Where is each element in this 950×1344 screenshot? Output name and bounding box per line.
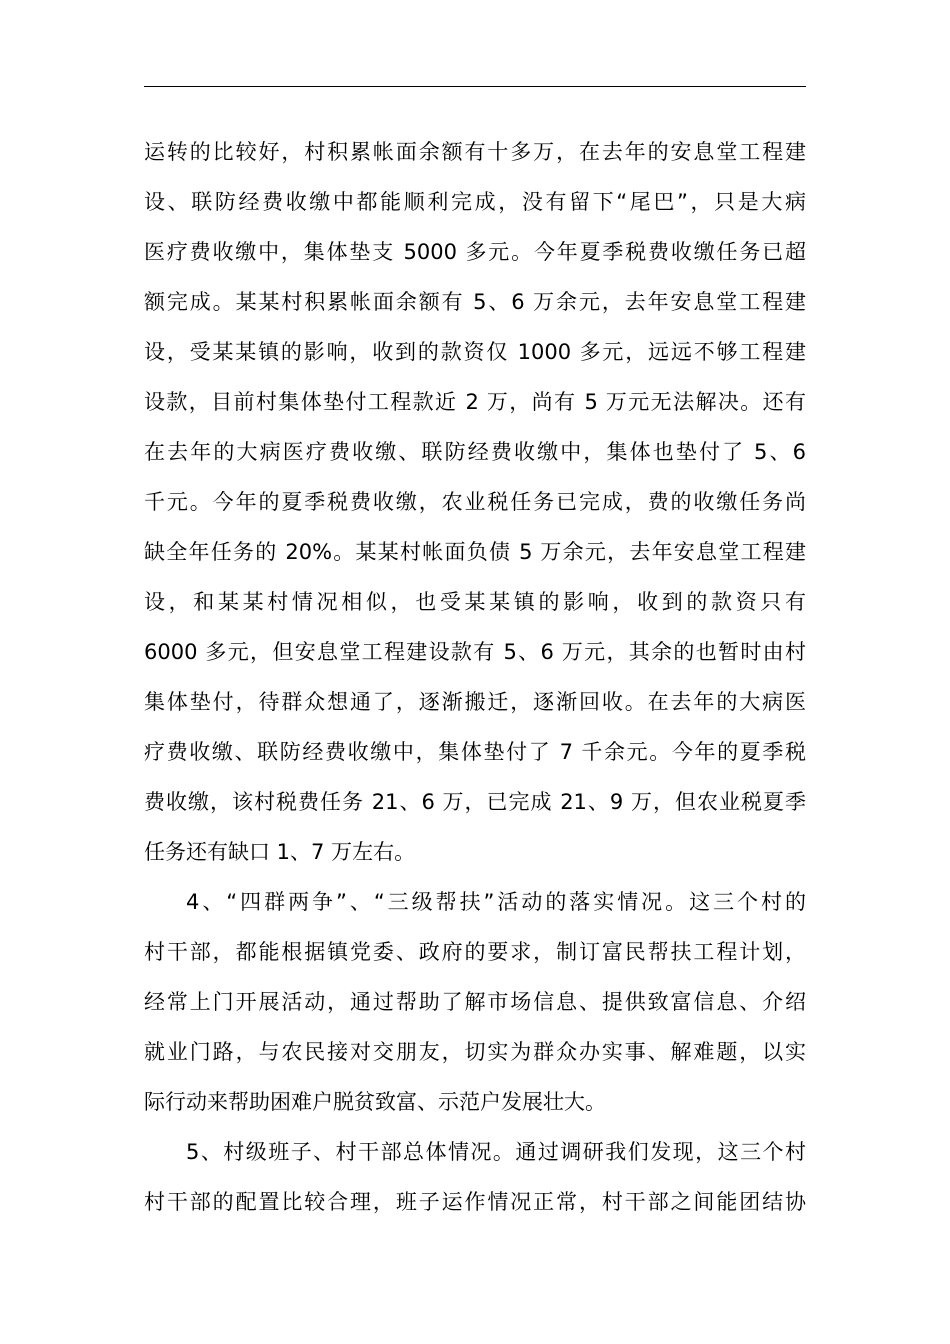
text-line: 设，受某某镇的影响，收到的款资仅 1000 多元，远远不够工程建 bbox=[144, 340, 806, 364]
paragraph-first-line: 4、“四群两争”、“三级帮扶”活动的落实情况。这三个村的 bbox=[186, 890, 806, 914]
header-rule bbox=[144, 86, 806, 87]
text-line: 村干部，都能根据镇党委、政府的要求，制订富民帮扶工程计划， bbox=[144, 940, 806, 964]
text-line: 设，和某某村情况相似，也受某某镇的影响，收到的款资只有 bbox=[144, 590, 806, 614]
text-line: 就业门路，与农民接对交朋友，切实为群众办实事、解难题，以实 bbox=[144, 1040, 806, 1064]
text-line: 经常上门开展活动，通过帮助了解市场信息、提供致富信息、介绍 bbox=[144, 990, 806, 1014]
text-line: 费收缴，该村税费任务 21、6 万，已完成 21、9 万，但农业税夏季 bbox=[144, 790, 806, 814]
text-line: 集体垫付，待群众想通了，逐渐搬迁，逐渐回收。在去年的大病医 bbox=[144, 690, 806, 714]
text-line: 疗费收缴、联防经费收缴中，集体垫付了 7 千余元。今年的夏季税 bbox=[144, 740, 806, 764]
text-line: 设、联防经费收缴中都能顺利完成，没有留下“尾巴”，只是大病 bbox=[144, 190, 806, 214]
text-line: 设款，目前村集体垫付工程款近 2 万，尚有 5 万元无法解决。还有 bbox=[144, 390, 806, 414]
paragraph-first-line: 5、村级班子、村干部总体情况。通过调研我们发现，这三个村 bbox=[186, 1140, 806, 1164]
text-line: 运转的比较好，村积累帐面余额有十多万，在去年的安息堂工程建 bbox=[144, 140, 806, 164]
text-line: 千元。今年的夏季税费收缴，农业税任务已完成，费的收缴任务尚 bbox=[144, 490, 806, 514]
text-line: 医疗费收缴中，集体垫支 5000 多元。今年夏季税费收缴任务已超 bbox=[144, 240, 806, 264]
document-body bbox=[144, 127, 806, 1227]
text-line: 任务还有缺口 1、7 万左右。 bbox=[144, 840, 416, 864]
text-line: 在去年的大病医疗费收缴、联防经费收缴中，集体也垫付了 5、6 bbox=[144, 440, 806, 464]
text-line: 6000 多元，但安息堂工程建设款有 5、6 万元，其余的也暂时由村 bbox=[144, 640, 806, 664]
text-line: 额完成。某某村积累帐面余额有 5、6 万余元，去年安息堂工程建 bbox=[144, 290, 806, 314]
text-line: 缺全年任务的 20%。某某村帐面负债 5 万余元，去年安息堂工程建 bbox=[144, 540, 806, 564]
text-line: 际行动来帮助困难户脱贫致富、示范户发展壮大。 bbox=[144, 1090, 606, 1114]
text-line: 村干部的配置比较合理，班子运作情况正常，村干部之间能团结协 bbox=[144, 1190, 806, 1214]
